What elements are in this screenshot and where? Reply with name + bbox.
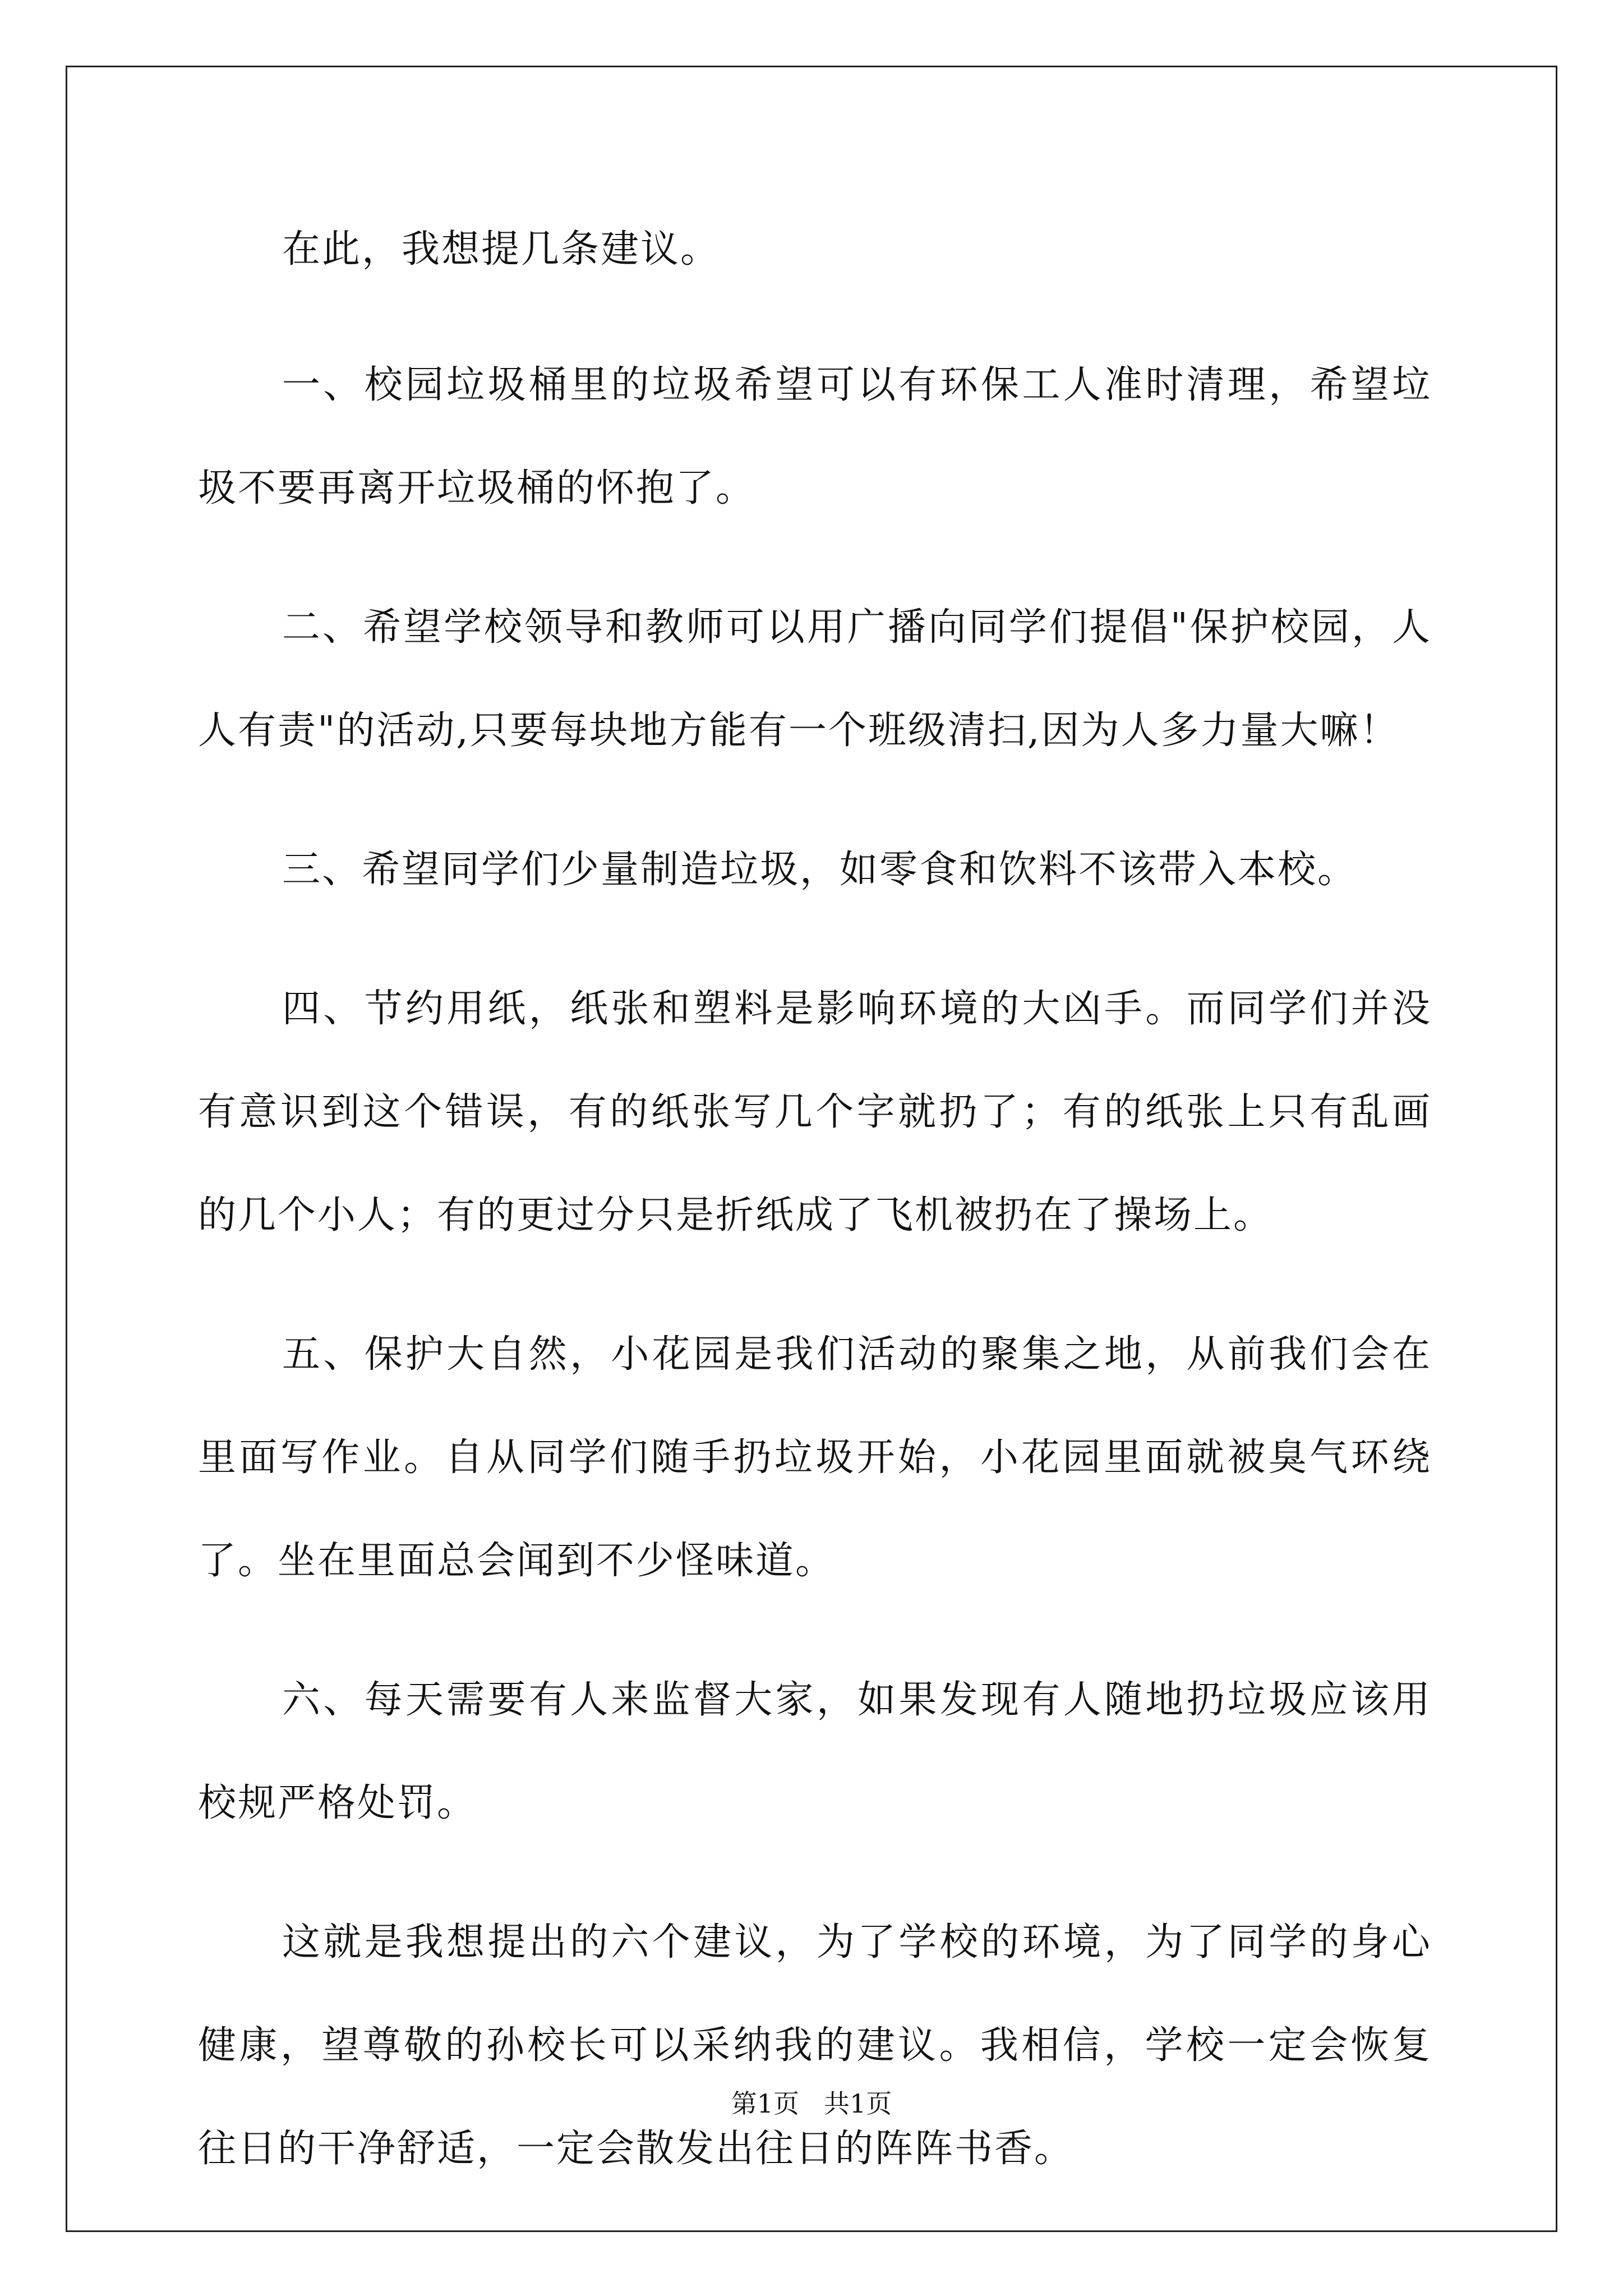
paragraph-suggestion-6: 六、每天需要有人来监督大家，如果发现有人随地扔垃圾应该用校规严格处罚。 xyxy=(198,1678,1432,1825)
paragraph-suggestion-2: 二、希望学校领导和教师可以用广播向同学们提倡"保护校园，人人有责"的活动,只要每块地方能有一个班级清扫,因为人多力量大嘛！ xyxy=(198,605,1432,753)
document-body xyxy=(198,222,1432,2237)
footer-spacer xyxy=(799,2088,824,2119)
paragraph-suggestion-4: 四、节约用纸，纸张和塑料是影响环境的大凶手。而同学们并没有意识到这个错误，有的纸张写几个字就扔了；有的纸张上只有乱画的几个小人；有的更过分只是折纸成了飞机被扔在了操场上。 xyxy=(198,987,1432,1237)
paragraph-suggestion-5: 五、保护大自然，小花园是我们活动的聚集之地，从前我们会在里面写作业。自从同学们随手扔垃圾开始，小花园里面就被臭气环绕了。坐在里面总会闻到不少怪味道。 xyxy=(198,1332,1432,1583)
paragraph-suggestion-3: 三、希望同学们少量制造垃圾，如零食和饮料不该带入本校。 xyxy=(282,848,1358,892)
page-number: 第1页 xyxy=(731,2088,800,2119)
paragraph-suggestion-1: 一、校园垃圾桶里的垃圾希望可以有环保工人准时清理，希望垃圾不要再离开垃圾桶的怀抱了。 xyxy=(198,363,1432,510)
page-footer xyxy=(0,2087,1623,2120)
paragraph-conclusion: 这就是我想提出的六个建议，为了学校的环境，为了同学的身心健康，望尊敬的孙校长可以采纳我的建议。我相信，学校一定会恢复往日的干净舒适，一定会散发出往日的阵阵书香。 xyxy=(198,1920,1432,2171)
page-total: 共1页 xyxy=(823,2088,892,2119)
paragraph-intro: 在此，我想提几条建议。 xyxy=(282,227,721,272)
